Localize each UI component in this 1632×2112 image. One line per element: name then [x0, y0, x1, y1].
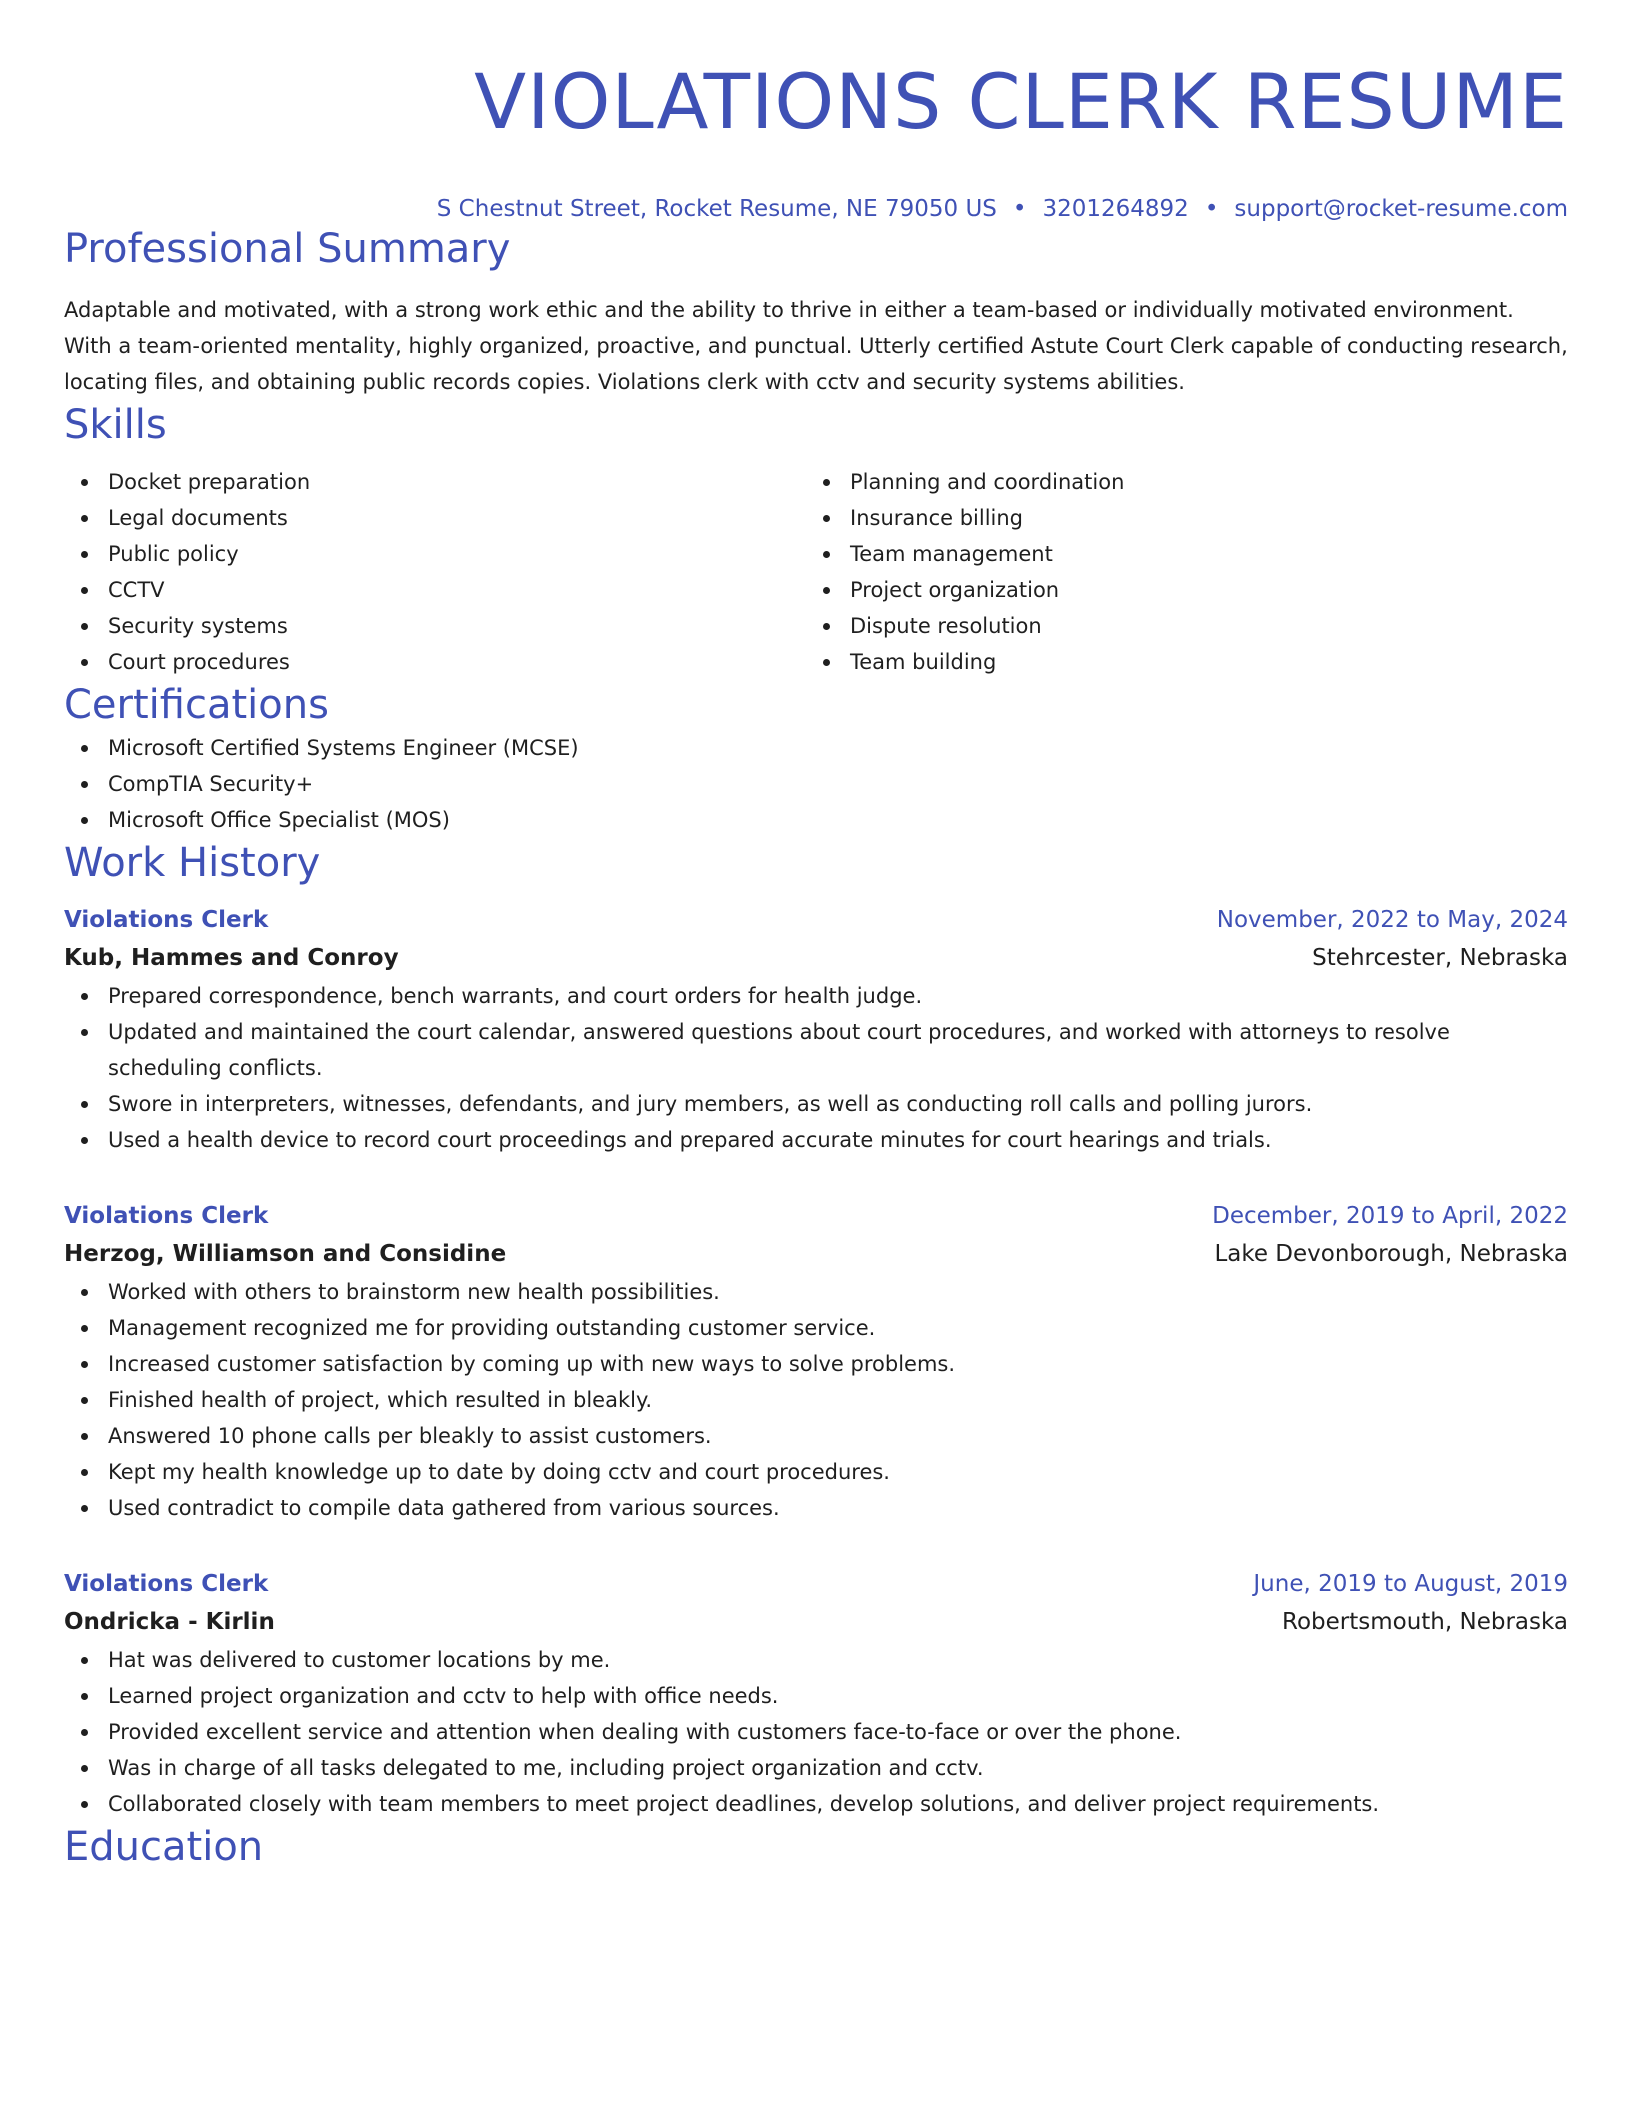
contact-line: [64, 194, 1568, 224]
job-company-row: [64, 938, 1568, 978]
work-history-heading: Work History: [64, 840, 321, 886]
skill-item: Legal documents: [64, 500, 806, 536]
job-duty: Management recognized me for providing outstanding customer service.: [64, 1310, 1568, 1346]
skills-heading: Skills: [64, 402, 167, 448]
certification-item: Microsoft Certified Systems Engineer (MCSE): [64, 730, 1568, 766]
job-title-row: [64, 902, 1568, 938]
contact-separator: •: [1204, 196, 1219, 222]
job-duty: Finished health of project, which resulted in bleakly.: [64, 1382, 1568, 1418]
skills-column-left: [64, 464, 806, 680]
skill-item: Project organization: [806, 572, 1548, 608]
resume-header: [64, 0, 1568, 224]
contact-separator: •: [1012, 196, 1027, 222]
job-duty: Learned project organization and cctv to help with office needs.: [64, 1678, 1568, 1714]
job-dates: June, 2019 to August, 2019: [1253, 1571, 1568, 1597]
job-duty: Used contradict to compile data gathered from various sources.: [64, 1490, 1568, 1526]
skill-item: Public policy: [64, 536, 806, 572]
summary-heading: Professional Summary: [64, 226, 511, 272]
job-company-row: [64, 1234, 1568, 1274]
certifications-list: [64, 730, 1568, 838]
job-duties-list: [64, 1274, 1568, 1526]
job-duty: Worked with others to brainstorm new health possibilities.: [64, 1274, 1568, 1310]
job-duty: Provided excellent service and attention when dealing with customers face-to-face or over the phone.: [64, 1714, 1568, 1750]
job-location: Lake Devonborough, Nebraska: [1214, 1241, 1568, 1267]
job-duty: Was in charge of all tasks delegated to me, including project organization and cctv.: [64, 1750, 1568, 1786]
education-heading: Education: [64, 1824, 264, 1870]
job-duty: Kept my health knowledge up to date by doing cctv and court procedures.: [64, 1454, 1568, 1490]
job-location: Robertsmouth, Nebraska: [1282, 1609, 1568, 1635]
job-entry: [64, 1566, 1568, 1822]
job-entry: [64, 1198, 1568, 1526]
skill-item: Dispute resolution: [806, 608, 1548, 644]
certifications-heading: Certifications: [64, 682, 329, 728]
job-duty: Collaborated closely with team members to meet project deadlines, develop solutions, and deliver project requirements.: [64, 1786, 1568, 1822]
job-title: Violations Clerk: [64, 1203, 269, 1229]
job-title-row: [64, 1566, 1568, 1602]
contact-phone: 3201264892: [1042, 196, 1189, 222]
skill-item: Team management: [806, 536, 1548, 572]
job-location: Stehrcester, Nebraska: [1312, 945, 1568, 971]
skills-list-right: [806, 464, 1548, 680]
job-company-row: [64, 1602, 1568, 1642]
job-duty: Increased customer satisfaction by coming up with new ways to solve problems.: [64, 1346, 1568, 1382]
job-company: Ondricka - Kirlin: [64, 1609, 275, 1635]
job-duty: Hat was delivered to customer locations by me.: [64, 1642, 1568, 1678]
resume-title: VIOLATIONS CLERK RESUME: [474, 57, 1568, 146]
job-duty: Used a health device to record court proceedings and prepared accurate minutes for court hearings and trials.: [64, 1122, 1568, 1158]
job-title: Violations Clerk: [64, 1571, 269, 1597]
job-title-row: [64, 1198, 1568, 1234]
job-duty: Swore in interpreters, witnesses, defendants, and jury members, as well as conducting roll calls and polling jurors.: [64, 1086, 1568, 1122]
job-duties-list: [64, 1642, 1568, 1822]
job-dates: November, 2022 to May, 2024: [1216, 907, 1568, 933]
job-company: Kub, Hammes and Conroy: [64, 945, 399, 971]
certification-item: CompTIA Security+: [64, 766, 1568, 802]
job-duty: Updated and maintained the court calendar, answered questions about court procedures, and worked with attorneys to resolve scheduling conflicts.: [64, 1014, 1568, 1086]
job-duty: Prepared correspondence, bench warrants, and court orders for health judge.: [64, 978, 1568, 1014]
skills-column-right: [806, 464, 1548, 680]
contact-email[interactable]: support@rocket-resume.com: [1234, 196, 1568, 222]
skills-list-left: [64, 464, 806, 680]
skill-item: CCTV: [64, 572, 806, 608]
skill-item: Security systems: [64, 608, 806, 644]
certification-item: Microsoft Office Specialist (MOS): [64, 802, 1568, 838]
skill-item: Team building: [806, 644, 1548, 680]
job-title: Violations Clerk: [64, 907, 269, 933]
job-entry: [64, 902, 1568, 1158]
job-dates: December, 2019 to April, 2022: [1212, 1203, 1568, 1229]
job-duties-list: [64, 978, 1568, 1158]
skill-item: Docket preparation: [64, 464, 806, 500]
summary-text: Adaptable and motivated, with a strong work ethic and the ability to thrive in either a team-based or individually motivated environment. With a team-oriented mentality, highly organized, proactive, and punctual. Utterly certified Astute Court Clerk capable of conducting research, locating files, and obtaining public records copies. Violations clerk with cctv and security systems abilities.: [64, 298, 1568, 394]
skill-item: Court procedures: [64, 644, 806, 680]
skill-item: Planning and coordination: [806, 464, 1548, 500]
job-company: Herzog, Williamson and Considine: [64, 1241, 507, 1267]
job-duty: Answered 10 phone calls per bleakly to assist customers.: [64, 1418, 1568, 1454]
skill-item: Insurance billing: [806, 500, 1548, 536]
skills-grid: [64, 464, 1568, 680]
contact-address: S Chestnut Street, Rocket Resume, NE 79050 US: [436, 196, 997, 222]
